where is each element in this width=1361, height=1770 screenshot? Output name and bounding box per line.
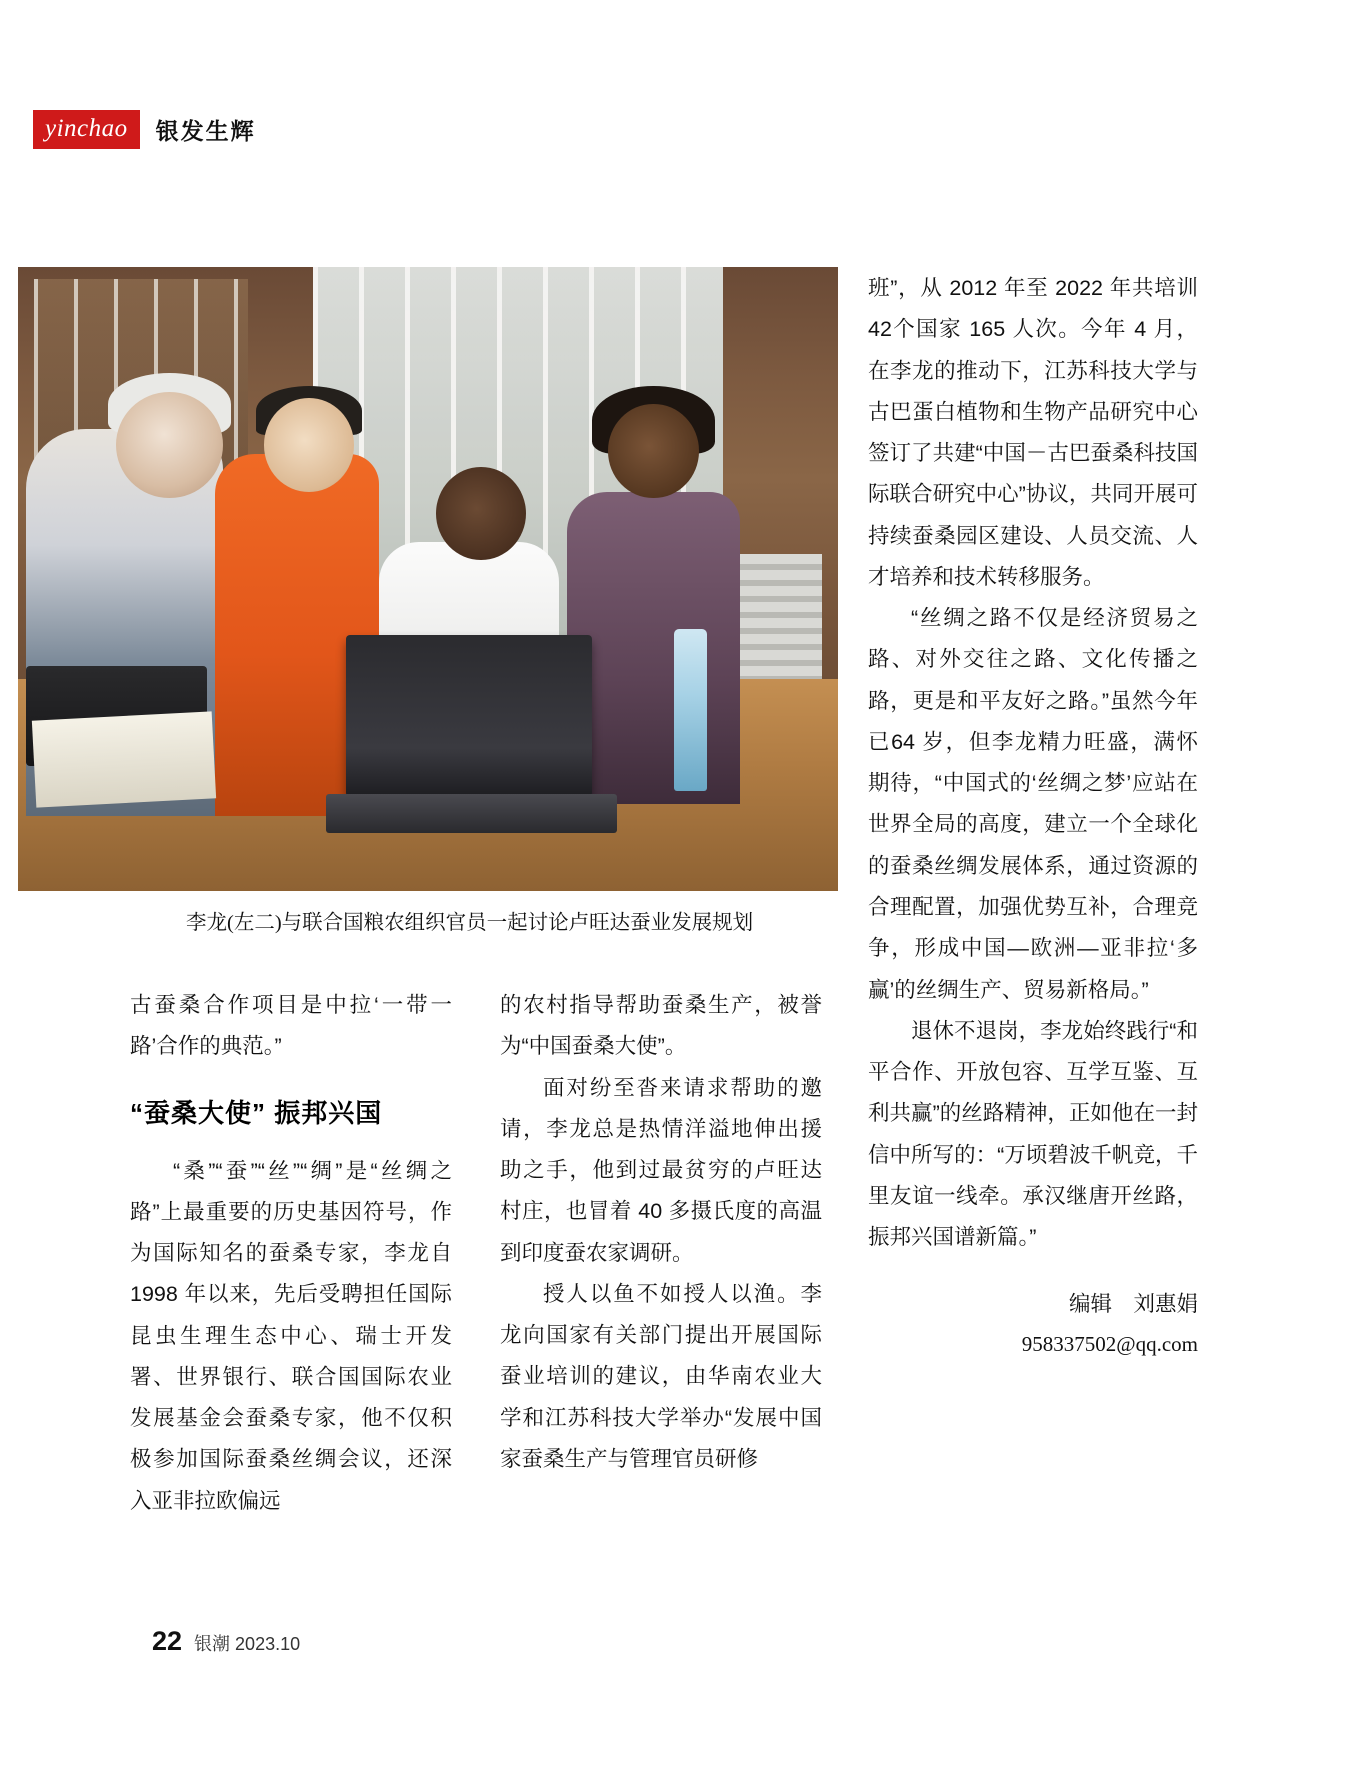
photo-person-4-head	[608, 404, 698, 498]
paragraph: 古蚕桑合作项目是中拉‘一带一路’合作的典范。”	[130, 993, 452, 1059]
editor-name: 编辑 刘惠娟	[1068, 1292, 1198, 1317]
text-column-1	[130, 985, 452, 1522]
paragraph: 的农村指导帮助蚕桑生产，被誉为“中国蚕桑大使”。	[500, 993, 822, 1059]
photo-person-1-head	[116, 392, 223, 498]
article-subheading: “蚕桑大使” 振邦兴国	[130, 1097, 383, 1128]
photo-meeting-around-laptop	[18, 267, 838, 891]
text-column-3	[868, 268, 1198, 1365]
section-title: 银发生辉	[155, 118, 256, 144]
photo-caption: 李龙(左二)与联合国粮农组织官员一起讨论卢旺达蚕业发展规划	[186, 912, 754, 934]
article-photo	[18, 267, 838, 891]
paragraph: 面对纷至沓来请求帮助的邀请，李龙总是热情洋溢地伸出援助之手，他到过最贫穷的卢旺达村庄，也冒着 40 多摄氏度的高温到印度蚕农家调研。	[500, 1075, 822, 1265]
photo-laptop	[346, 635, 592, 797]
photo-person-3-head	[436, 467, 526, 561]
editor-email: 958337502@qq.com	[1021, 1332, 1198, 1357]
issue-label: 银潮 2023.10	[194, 1634, 301, 1654]
photo-person-4	[567, 492, 739, 804]
paragraph: “桑”“蚕”“丝”“绸”是“丝绸之路”上最重要的历史基因符号，作为国际知名的蚕桑专家，李龙自 1998 年以来，先后受聘担任国际昆虫生理生态中心、瑞士开发署、世界银行、联合国国际农业发展基金会蚕桑专家，他不仅积极参加国际蚕桑丝绸会议，还深入亚非拉欧偏远	[130, 1158, 452, 1513]
paragraph: 授人以鱼不如授人以渔。李龙向国家有关部门提出开展国际蚕业培训的建议，由华南农业大学和江苏科技大学举办“发展中国家蚕桑生产与管理官员研修	[500, 1281, 822, 1471]
editor-signature	[868, 1284, 1198, 1365]
photo-person-2-head	[264, 398, 354, 492]
page-footer	[152, 1626, 300, 1657]
paragraph: 退休不退岗，李龙始终践行“和平合作、开放包容、互学互鉴、互利共赢”的丝路精神，正如他在一封信中所写的：“万顷碧波千帆竞，千里友谊一线牵。承汉继唐开丝路，振邦兴国谱新篇。”	[868, 1018, 1198, 1250]
paragraph: “丝绸之路不仅是经济贸易之路、对外交往之路、文化传播之路，更是和平友好之路。”虽然今年已64 岁，但李龙精力旺盛，满怀期待，“中国式的‘丝绸之梦’应站在世界全局的高度，建立一个全球化的蚕桑丝绸发展体系，通过资源的合理配置，加强优势互补，合理竞争，形成中国—欧洲—亚非拉‘多赢’的丝绸生产、贸易新格局。”	[868, 606, 1198, 1002]
yinchao-logo: yinchao	[33, 110, 140, 149]
text-column-2	[500, 985, 822, 1480]
photo-water-bottle	[674, 629, 707, 791]
paragraph: 班”，从 2012 年至 2022 年共培训42个国家 165 人次。今年 4 月，在李龙的推动下，江苏科技大学与古巴蛋白植物和生物产品研究中心签订了共建“中国－古巴蚕桑科技国际联合研究中心”协议，共同开展可持续蚕桑园区建设、人员交流、人才培养和技术转移服务。	[868, 276, 1198, 589]
photo-papers	[32, 712, 217, 809]
page-number: 22	[152, 1626, 183, 1656]
page-header	[33, 110, 256, 149]
